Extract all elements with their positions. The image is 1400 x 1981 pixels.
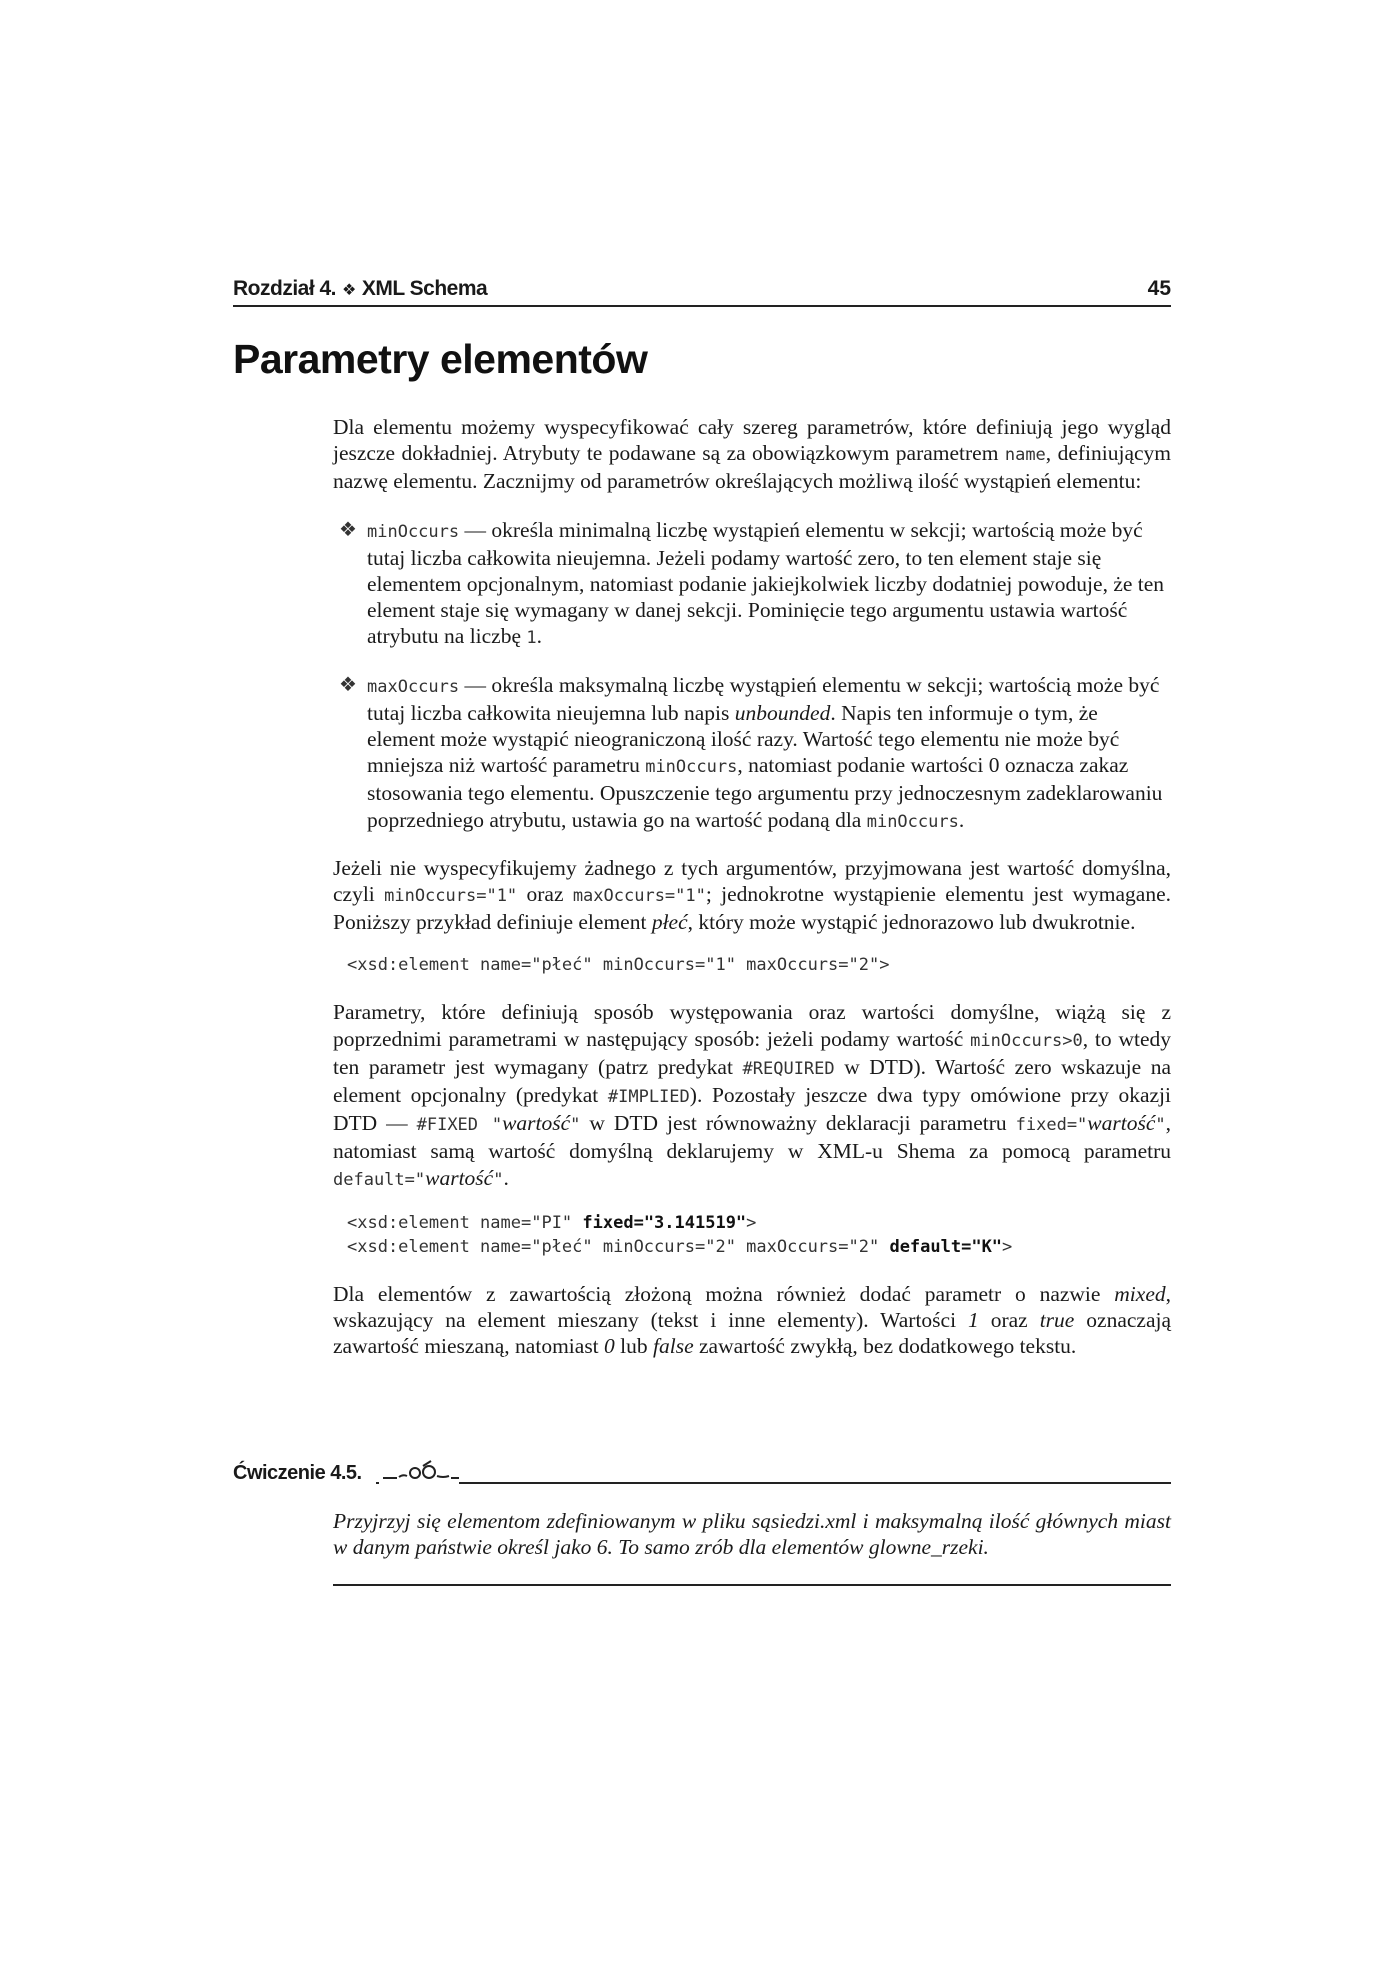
- exercise-label: Ćwiczenie 4.5.: [233, 1462, 362, 1484]
- code-example-2: <xsd:element name="PI" fixed="3.141519"> <xsd:element name="płeć" minOccurs="2" maxOccurs="2" default="K">: [347, 1212, 1013, 1257]
- parameter-list: [333, 517, 1171, 835]
- mixed-paragraph: Dla elementów z zawartością złożoną można również dodać parametr o nazwie mixed, wskazujący na element mieszany (tekst i inne elementy). Wartości 1 oraz true oznaczają zawartość mieszaną, natomiast 0 lub false zawartość zwykłą, bez dodatkowego tekstu.: [333, 1281, 1172, 1359]
- intro-paragraph: Dla elementu możemy wyspecyfikować cały szereg parametrów, które definiują jego wygląd jeszcze dokładniej. Atrybuty te podawane są za obowiązkowym parametrem name, definiującym nazwę elementu. Zacznijmy od parametrów określających możliwą ilość wystąpień elementu:: [333, 415, 1171, 494]
- chapter-number: Rozdział 4.: [233, 277, 337, 300]
- list-item-minoccurs: ❖ minOccurs — określa minimalną liczbę wystąpień elementu w sekcji; wartością może być tutaj liczba całkowita nieujemna. Jeżeli podamy wartość zero, to ten element staje się elementem opcjonalnym, natomiast podanie jakiejkolwiek liczby dodatniej powoduje, że ten element staje się wymagany w danej sekcji. Pominięcie tego argumentu ustawia wartość atrybutu na liczbę 1.: [339, 517, 1165, 649]
- running-header: [233, 273, 1171, 307]
- section-title: Parametry elementów: [233, 336, 648, 382]
- chapter-label: [233, 277, 487, 301]
- code-example-1: <xsd:element name="płeć" minOccurs="1" maxOccurs="2">: [347, 955, 890, 976]
- chapter-title: XML Schema: [361, 277, 488, 300]
- page-number: 45: [1147, 277, 1171, 300]
- exercise-rule-bottom: [333, 1584, 1171, 1586]
- list-item-maxoccurs: ❖ maxOccurs — określa maksymalną liczbę wystąpień elementu w sekcji; wartością może być tutaj liczba całkowita nieujemna lub napis unbounded. Napis ten informuje o tym, że element może wystąpić nieograniczoną ilość razy. Wartość tego elementu nie może być mniejsza niż wartość parametru minOccurs, natomiast podanie wartości 0 oznacza zakaz stosowania tego elementu. Opuszczenie tego argumentu przy jednoczesnym zadeklarowaniu poprzedniego atrybutu, ustawia go na wartość podaną dla minOccurs.: [339, 672, 1163, 832]
- exercise-rule-top: [376, 1482, 1171, 1484]
- parameters-paragraph: Parametry, które definiują sposób występowania oraz wartości domyślne, wiążą się z poprzednimi parametrami w następujący sposób: jeżeli podamy wartość minOccurs>0, to wtedy ten parametr jest wymagany (patrz predykat #REQUIRED w DTD). Wartość zero wskazuje na element opcjonalny (predykat #IMPLIED). Pozostały jeszcze dwa typy omówione przy okazji DTD — #FIXED "wartość" w DTD jest równoważny deklaracji parametru fixed="wartość", natomiast samą wartość domyślną deklarujemy w XML-u Shema za pomocą parametru default="wartość".: [333, 1000, 1172, 1190]
- pencil-doodle-icon: [379, 1458, 459, 1484]
- exercise-text: Przyjrzyj się elementom zdefiniowanym w pliku sąsiedzi.xml i maksymalną ilość głównych miast w danym państwie określ jako 6. To samo zrób dla elementów glowne_rzeki.: [333, 1509, 1171, 1560]
- exercise-header: [233, 1458, 1171, 1488]
- diamond-bullet-icon: ❖: [339, 518, 357, 541]
- diamond-separator-icon: ❖: [342, 282, 356, 299]
- body-text: [333, 414, 1171, 1359]
- default-values-paragraph: Jeżeli nie wyspecyfikujemy żadnego z tych argumentów, przyjmowana jest wartość domyślna, czyli minOccurs="1" oraz maxOccurs="1"; jednokrotne wystąpienie elementu jest wymagane. Poniższy przykład definiuje element płeć, który może wystąpić jednorazowo lub dwukrotnie.: [333, 855, 1171, 935]
- diamond-bullet-icon: ❖: [339, 673, 357, 696]
